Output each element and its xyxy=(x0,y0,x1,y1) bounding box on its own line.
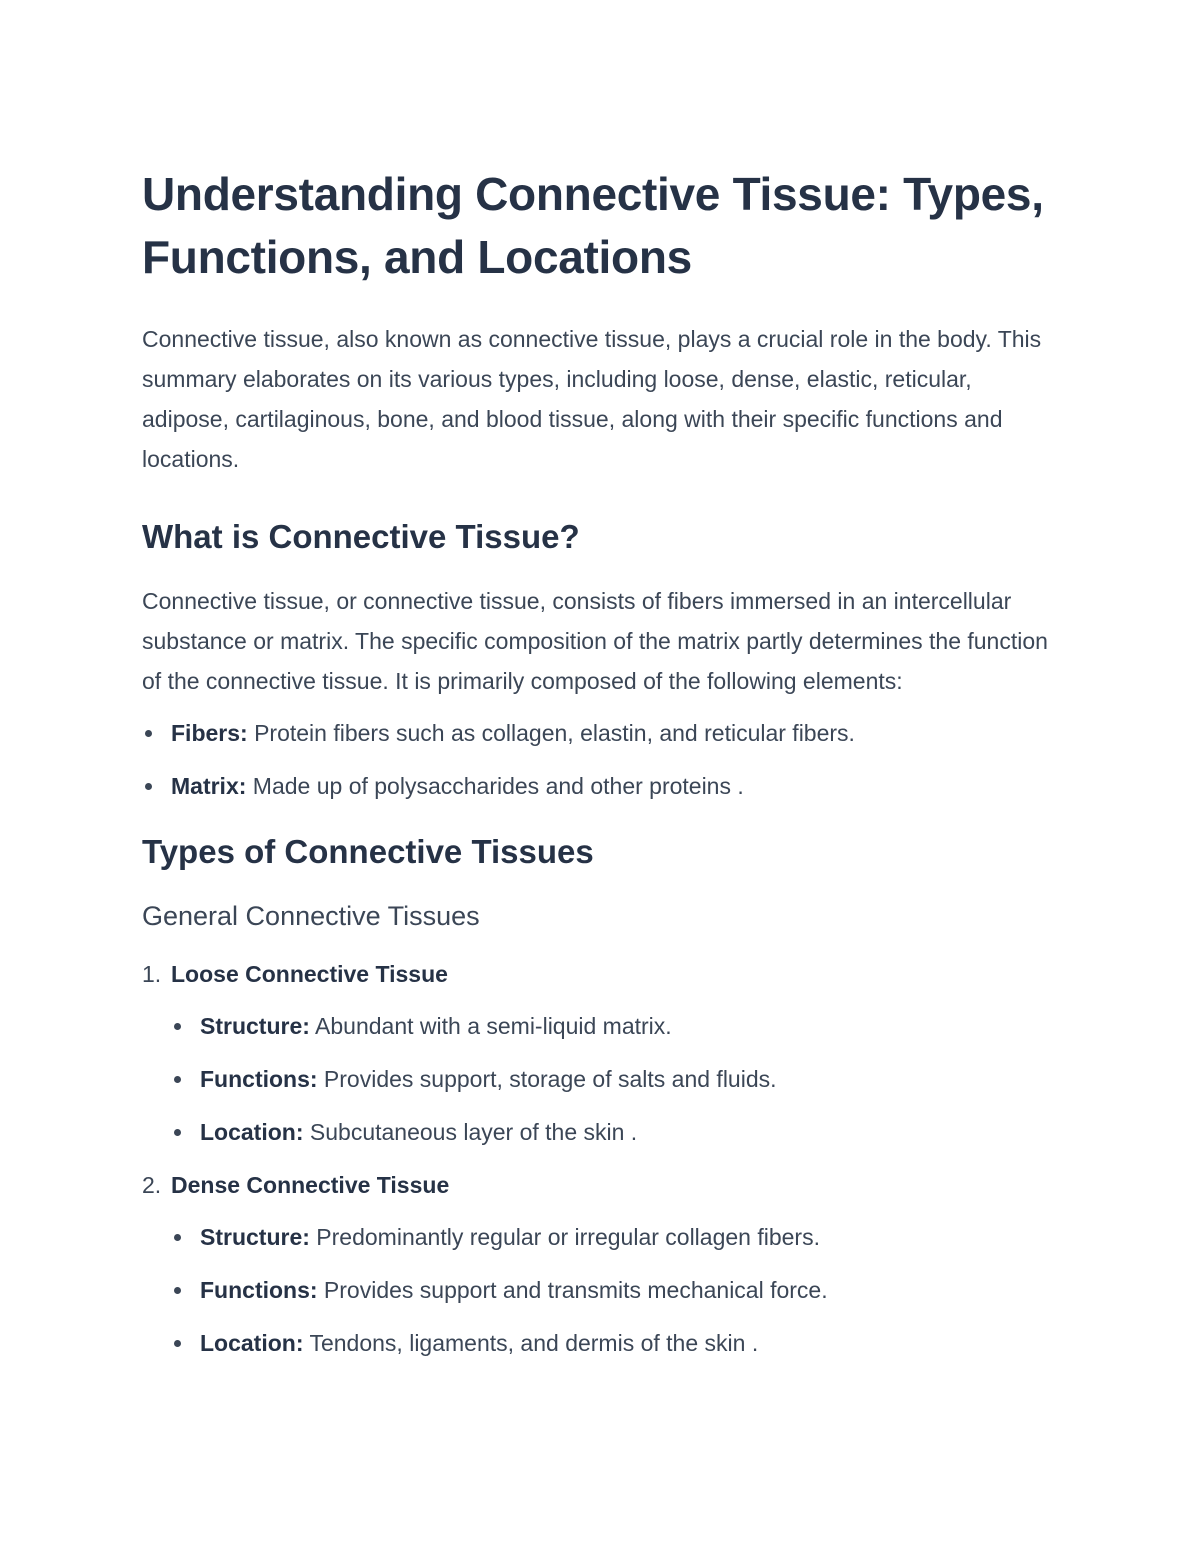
tissue-name: Loose Connective Tissue xyxy=(171,961,448,987)
list-item xyxy=(171,1112,1060,1152)
intro-paragraph: Connective tissue, also known as connective tissue, plays a crucial role in the body. This summary elaborates on its various types, including loose, dense, elastic, reticular, adipose, cartilaginous, bone, and blood tissue, along with their specific functions and locations. xyxy=(142,326,1042,472)
item-label: Matrix: xyxy=(171,773,247,799)
section-heading-what-is: What is Connective Tissue? xyxy=(142,518,580,555)
item-label: Location: xyxy=(200,1330,304,1356)
item-text: Predominantly regular or irregular collagen fibers. xyxy=(309,1224,820,1250)
item-label: Location: xyxy=(200,1119,304,1145)
tissue-title xyxy=(142,954,1060,994)
list-item xyxy=(171,1323,1060,1363)
item-text: Provides support and transmits mechanical force. xyxy=(317,1277,828,1303)
list-item xyxy=(171,1006,1060,1046)
tissue-number: 2. xyxy=(142,1172,162,1198)
item-label: Structure: xyxy=(200,1013,310,1039)
page-title: Understanding Connective Tissue: Types, Functions, and Locations xyxy=(142,168,1044,283)
tissue-title xyxy=(142,1165,1060,1205)
list-item xyxy=(171,1217,1060,1257)
list-item xyxy=(142,766,1060,806)
item-text: Provides support, storage of salts and fluids. xyxy=(317,1066,777,1092)
item-label: Functions: xyxy=(200,1066,318,1092)
tissue-details-list xyxy=(171,1006,1060,1152)
list-item xyxy=(142,713,1060,753)
list-item xyxy=(171,1270,1060,1310)
tissue-details-list xyxy=(171,1217,1060,1363)
tissue-name: Dense Connective Tissue xyxy=(171,1172,450,1198)
tissue-dense xyxy=(142,1165,1060,1363)
tissue-loose xyxy=(142,954,1060,1152)
list-item xyxy=(171,1059,1060,1099)
subheading-general: General Connective Tissues xyxy=(142,901,480,931)
item-text: Subcutaneous layer of the skin . xyxy=(303,1119,638,1145)
section-heading-types: Types of Connective Tissues xyxy=(142,833,594,870)
item-text: Made up of polysaccharides and other proteins . xyxy=(246,773,744,799)
elements-list xyxy=(142,713,1060,806)
item-label: Fibers: xyxy=(171,720,248,746)
item-text: Protein fibers such as collagen, elastin, and reticular fibers. xyxy=(247,720,855,746)
section-body-what-is: Connective tissue, or connective tissue, consists of fibers immersed in an intercellular substance or matrix. The specific composition of the matrix partly determines the function of the connective tissue. It is primarily composed of the following elements: xyxy=(142,588,1048,694)
item-text: Tendons, ligaments, and dermis of the skin . xyxy=(303,1330,759,1356)
item-label: Structure: xyxy=(200,1224,310,1250)
item-label: Functions: xyxy=(200,1277,318,1303)
item-text: Abundant with a semi-liquid matrix. xyxy=(309,1013,672,1039)
tissue-number: 1. xyxy=(142,961,162,987)
